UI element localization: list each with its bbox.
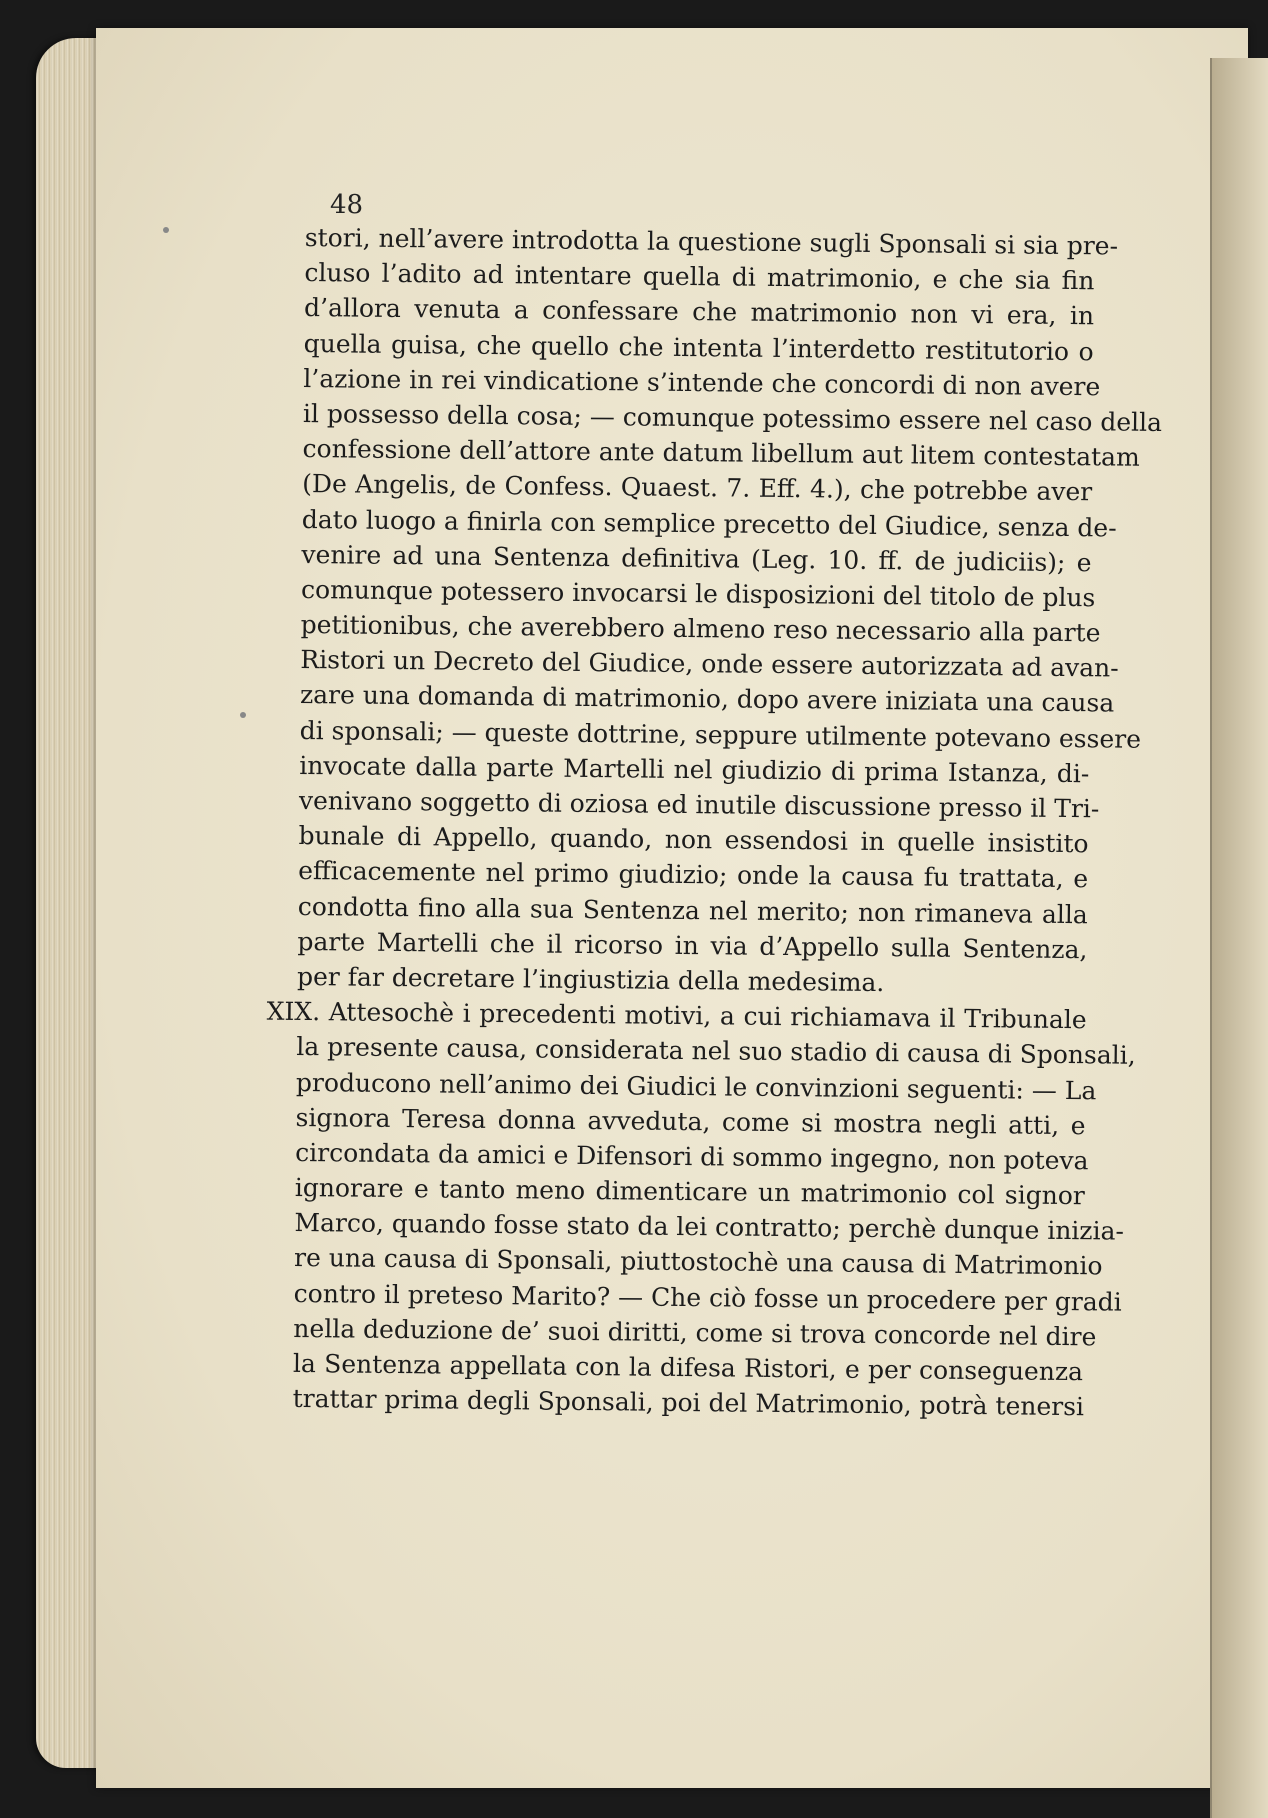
- text-line: re una causa di Sponsali, piuttostochè una causa di Matrimonio: [293, 1243, 1103, 1281]
- text-line: comunque potessero invocarsi le disposizioni del titolo de plus: [300, 574, 1096, 613]
- page-number: 48: [330, 190, 364, 220]
- text-line: quella guisa, che quello che intenta l’interdetto restitutorio o: [303, 328, 1094, 366]
- text-line: condotta fino alla sua Sentenza nel merito; non rimaneva alla: [297, 891, 1088, 929]
- text-line: trattar prima degli Sponsali, poi del Matrimonio, potrà tenersi: [292, 1384, 1085, 1422]
- text-line: circondata da amici e Difensori di sommo ingegno, non poteva: [295, 1137, 1089, 1176]
- next-page-edge: [1210, 58, 1268, 1818]
- text-line: bunale di Appello, quando, non essendosi in quelle insistito: [298, 821, 1089, 859]
- text-line: invocate dalla parte Martelli nel giudizio di prima Istanza, di-: [299, 750, 1090, 789]
- text-line: d’allora venuta a confessare che matrimonio non vi era, in: [303, 293, 1095, 331]
- text-line: ignorare e tanto meno dimenticare un matrimonio col signor: [294, 1173, 1085, 1211]
- text-line: venire ad una Sentenza definitiva (Leg. 10. ff. de judiciis); e: [301, 539, 1092, 577]
- text-line: per far decretare l’ingiustizia della medesima.: [296, 961, 885, 998]
- text-line: dato luogo a finirla con semplice precetto del Giudice, senza de-: [301, 504, 1117, 543]
- text-line: contro il preteso Marito? — Che ciò fosse un procedere per gradi: [293, 1278, 1122, 1317]
- text-line: la presente causa, considerata nel suo stadio di causa di Sponsali,: [296, 1032, 1136, 1071]
- text-line: efficacemente nel primo giudizio; onde la causa fu trattata, e: [298, 856, 1089, 894]
- text-line: cluso l’adito ad intentare quella di matrimonio, e che sia fin: [304, 258, 1095, 296]
- margin-dot: [240, 712, 246, 718]
- text-line: di sponsali; — queste dottrine, seppure utilmente potevano essere: [299, 715, 1142, 754]
- text-line: petitionibus, che averebbero almeno reso necessario alla parte: [300, 610, 1101, 648]
- text-line: nella deduzione de’ suoi diritti, come si trova concorde nel dire: [293, 1313, 1097, 1352]
- text-line: confessione dell’attore ante datum libellum aut litem contestatam: [302, 434, 1140, 472]
- margin-dot: [163, 227, 169, 233]
- text-line: Marco, quando fosse stato da lei contratto; perchè dunque inizia-: [294, 1208, 1125, 1246]
- body-text: [266, 220, 1163, 1425]
- text-line: Ristori un Decreto del Giudice, onde essere autorizzata ad avan-: [300, 645, 1119, 683]
- text-line: zare una domanda di matrimonio, dopo avere iniziata una causa: [299, 680, 1115, 718]
- text-line: producono nell’animo dei Giudici le convinzioni seguenti: — La: [295, 1067, 1097, 1105]
- text-line: XIX. Attesochè i precedenti motivi, a cui richiamava il Tribunale: [266, 996, 1087, 1035]
- text-line: parte Martelli che il ricorso in via d’Appello sulla Sentenza,: [297, 926, 1088, 964]
- text-line: signora Teresa donna avveduta, come si mostra negli atti, e: [295, 1102, 1086, 1140]
- text-line: stori, nell’avere introdotta la questione sugli Sponsali si sia pre-: [304, 222, 1119, 261]
- text-line: il possesso della cosa; — comunque potessimo essere nel caso della: [302, 398, 1163, 437]
- text-line: la Sentenza appellata con la difesa Ristori, e per conseguenza: [292, 1348, 1084, 1387]
- text-line: venivano soggetto di oziosa ed inutile discussione presso il Tri-: [298, 785, 1100, 824]
- text-line: l’azione in rei vindicatione s’intende che concordi di non avere: [303, 363, 1101, 402]
- text-line: (De Angelis, de Confess. Quaest. 7. Eff. 4.), che potrebbe aver: [302, 469, 1093, 507]
